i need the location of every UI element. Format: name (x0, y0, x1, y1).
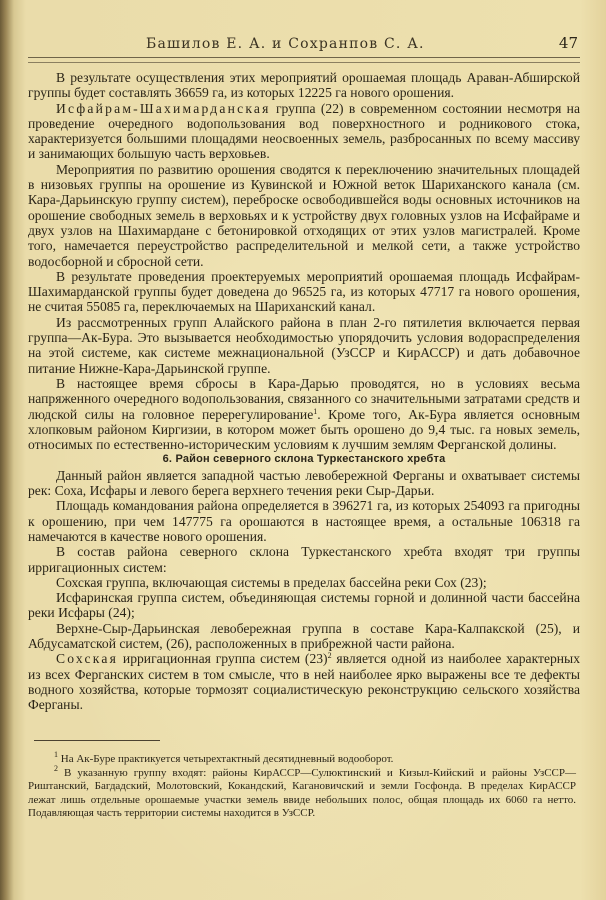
paragraph: В результате проведения проектеруемых мероприятий орошаемая площадь Исфайрам-Шахимарданской группы будет доведена до 96525 га, из которых 47717 га нового орошения, не считая 55085 га, переключаемых на Шариханский канал. (28, 268, 580, 315)
running-head (28, 32, 580, 54)
spaced-lead: Сохская (56, 651, 119, 667)
paragraph: В результате осуществления этих мероприятий орошаемая площадь Араван-Абширской группы будет составлять 36659 га, из которых 12225 га нового орошения. (28, 70, 580, 101)
paragraph: Мероприятия по развитию орошения сводятся к переключению значительных площадей в низовьях группы на орошение из Кувинской и Южной веток Шариханского канала (см. Кара-Дарьинскую группу систем), переброске освободившейся воды основных источников на орошение свободных земель в верховьях и к устройству двух головных узлов на Исфайраме и двух узлов на Шахимардане с бетонировкой отходящих от этих узлов магистралей. Кроме того, намечается переустройство распределительной и мелкой сети, а также устройство водосборной и сбросной сети. (28, 161, 580, 269)
running-head-authors: Башилов Е. А. и Сохранпов С. А. (146, 36, 425, 52)
paragraph: Исфайрам-Шахимарданская группа (22) в современном состоянии несмотря на проведение очередного водопользования вод поверхностного и родникового стока, характеризуется большими площадями неосвоенных земель, разбросанных по всему массиву и занимающих большую часть верховьев. (28, 100, 580, 162)
footnote-ref[interactable]: 2 (327, 651, 332, 661)
paragraph: Площадь командования района определяется в 396271 га, из которых 254093 га пригодны к орошению, при чем 147775 га орошаются в настоящее время, а остальные 106318 га намечаются в качестве нового орошения. (28, 498, 580, 544)
paragraph: В состав района северного склона Туркестанского хребта входят три группы ирригационных систем: (28, 544, 580, 575)
footnote: $^2$ В указанную группу входят: районы КирАССР—Сулюктинский и Кизыл-Кийский и районы УзССР—Риштанский, Багдадский, Молотовский, Кокандский, Кагановичский и земли Госфонда. В пределах КирАССР лежат лишь отдельные орошаемые участки земель ввиде небольших полос, общая площадь их 6060 га нетто. Подавляющая часть территории системы находится в УзССР. (28, 763, 577, 820)
section-heading: 6. Район северного склона Туркестанского хребта (162, 453, 446, 466)
list-item: Верхне-Сыр-Дарьинская левобережная группа в составе Кара-Калпакской (25), и Абдусаматской систем, (26), расположенных в прибрежной части района. (28, 620, 580, 651)
footnotes (28, 750, 577, 820)
spaced-lead: Исфайрам-Шахимарданская (56, 100, 271, 116)
footnote-rule (34, 740, 160, 741)
paragraph: Данный район является западной частью левобережной Ферганы и охватывает системы рек: Соха, Исфары и левого берега верхнего течения реки Сыр-Дарьи. (28, 467, 580, 499)
header-rule (28, 57, 580, 63)
page-number: 47 (558, 34, 578, 52)
paragraph: В настоящее время сбросы в Кара-Дарью проводятся, но в условиях весьма напряженного очередного водопользования, связанного со значительными затратами средств и людской силы на головное перерегулирование$^1$. Кроме того, Ак-Бура является основным хлопковым районом Киргизии, в котором может быть орошено до 9,4 тыс. га новых земель, относимых по естественно-историческим условиям к лучшим землям Ферганской долины. (28, 375, 580, 453)
paragraph: Из рассмотренных групп Алайского района в план 2-го пятилетия включается первая группа—Ак-Бура. Это вызывается необходимостью упорядочить условия водораспределения на этой системе, как системе межнациональной (УзССР и КирАССР) и дать добавочное питание Нижне-Кара-Дарьинской группе. (28, 314, 580, 376)
list-item: Исфаринская группа систем, объединяющая системы горной и долинной части бассейна реки Исфары (24); (28, 590, 580, 621)
paragraph: Сохская ирригационная группа систем $(23)^2$ является одной из наиболее характерных из всех Ферганских систем в том смысле, что в ней наиболее ярко выражены все те дефекты водного хозяйства, которые тормозят социалистическую реконструкцию сельского хозяйства Ферганы. (28, 651, 580, 713)
body-text (28, 70, 580, 821)
list-item: Сохская группа, включающая системы в пределах бассейна реки Сох (23); (56, 574, 487, 590)
footnote: $^1$ На Ак-Буре практикуется четырехтактный десятидневный водооборот. (54, 750, 394, 766)
footnote-ref[interactable]: 1 (313, 406, 318, 416)
